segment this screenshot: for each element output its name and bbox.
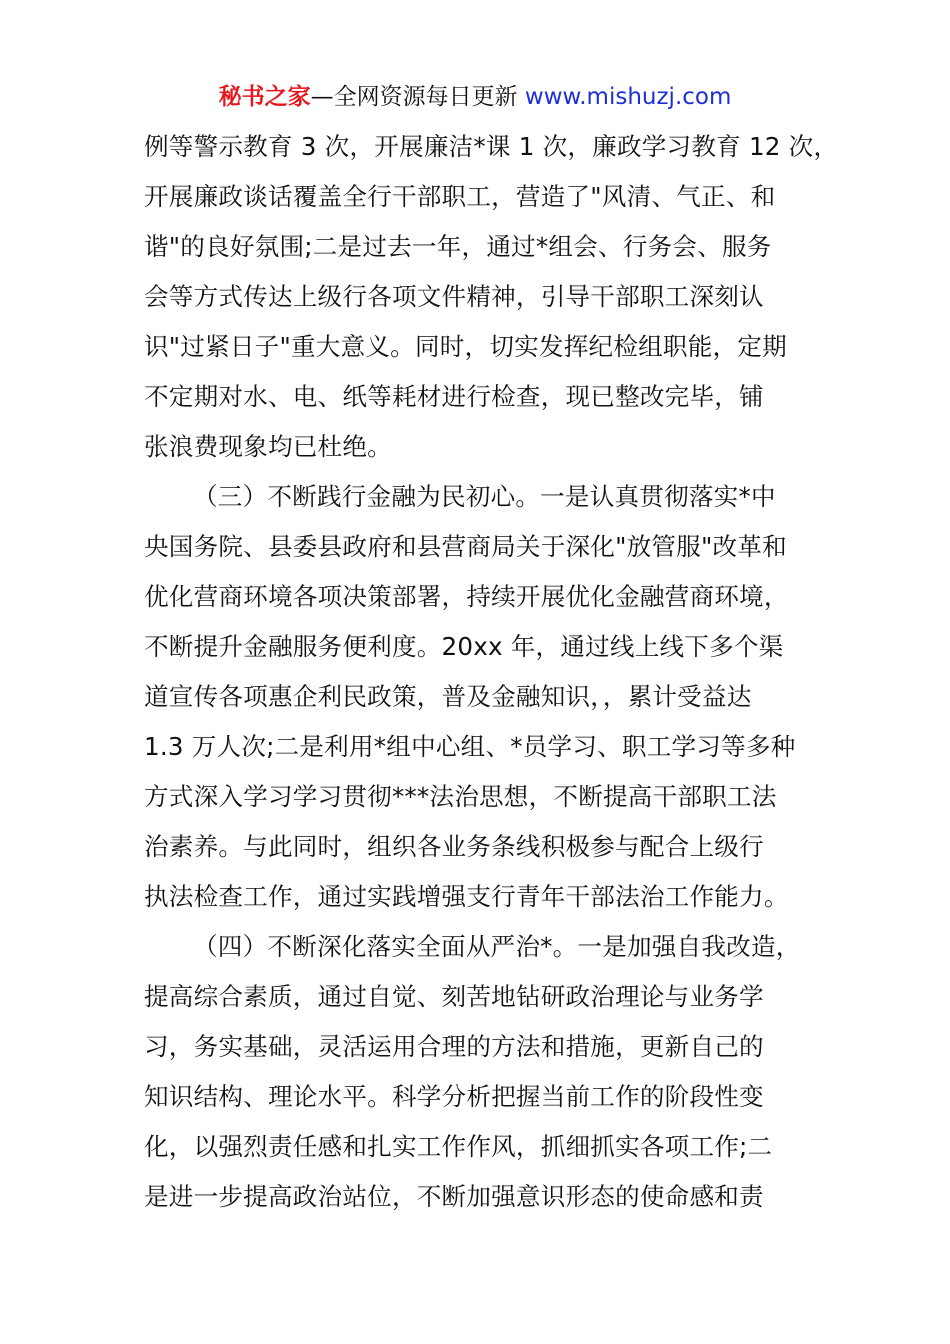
website-link[interactable]: www.mishuzj.com xyxy=(524,84,732,110)
text-line: 优化营商环境各项决策部署，持续开展优化金融营商环境， xyxy=(144,582,789,611)
text-line: 会等方式传达上级行各项文件精神，引导干部职工深刻认 xyxy=(144,282,764,311)
text-line: 提高综合素质，通过自觉、刻苦地钻研政治理论与业务学 xyxy=(144,982,764,1011)
text-line: 例等警示教育 3 次，开展廉洁*课 1 次，廉政学习教育 12 次， xyxy=(144,132,839,161)
site-header xyxy=(0,80,950,114)
text-line: 是进一步提高政治站位，不断加强意识形态的使命感和责 xyxy=(144,1182,764,1211)
section-heading-line: （三）不断践行金融为民初心。一是认真贯彻落实*中 xyxy=(193,482,776,511)
text-line: 执法检查工作，通过实践增强支行青年干部法治工作能力。 xyxy=(144,882,789,911)
text-line: 治素养。与此同时，组织各业务条线积极参与配合上级行 xyxy=(144,832,764,861)
header-tagline: —全网资源每日更新 xyxy=(310,84,525,110)
text-line: 习，务实基础，灵活运用合理的方法和措施，更新自己的 xyxy=(144,1032,764,1061)
text-line: 不断提升金融服务便利度。20xx 年，通过线上线下多个渠 xyxy=(144,632,784,661)
text-line: 不定期对水、电、纸等耗材进行检查，现已整改完毕，铺 xyxy=(144,382,764,411)
text-line: 道宣传各项惠企利民政策，普及金融知识，，累计受益达 xyxy=(144,682,752,711)
brand-name: 秘书之家 xyxy=(218,84,311,110)
text-line: 识"过紧日子"重大意义。同时，切实发挥纪检组职能，定期 xyxy=(144,332,787,361)
text-line: 谐"的良好氛围;二是过去一年，通过*组会、行务会、服务 xyxy=(144,232,772,261)
text-line: 知识结构、理论水平。科学分析把握当前工作的阶段性变 xyxy=(144,1082,764,1111)
text-line: 化，以强烈责任感和扎实工作作风，抓细抓实各项工作;二 xyxy=(144,1132,773,1161)
document-body xyxy=(144,122,839,1222)
text-line: 开展廉政谈话覆盖全行干部职工，营造了"风清、气正、和 xyxy=(144,182,776,211)
text-line: 1.3 万人次;二是利用*组中心组、*员学习、职工学习等多种 xyxy=(144,732,796,761)
text-line: 张浪费现象均已杜绝。 xyxy=(144,432,392,461)
section-heading-line: （四）不断深化落实全面从严治*。一是加强自我改造， xyxy=(193,932,801,961)
text-line: 央国务院、县委县政府和县营商局关于深化"放管服"改革和 xyxy=(144,532,787,561)
text-line: 方式深入学习学习贯彻***法治思想，不断提高干部职工法 xyxy=(144,782,777,811)
